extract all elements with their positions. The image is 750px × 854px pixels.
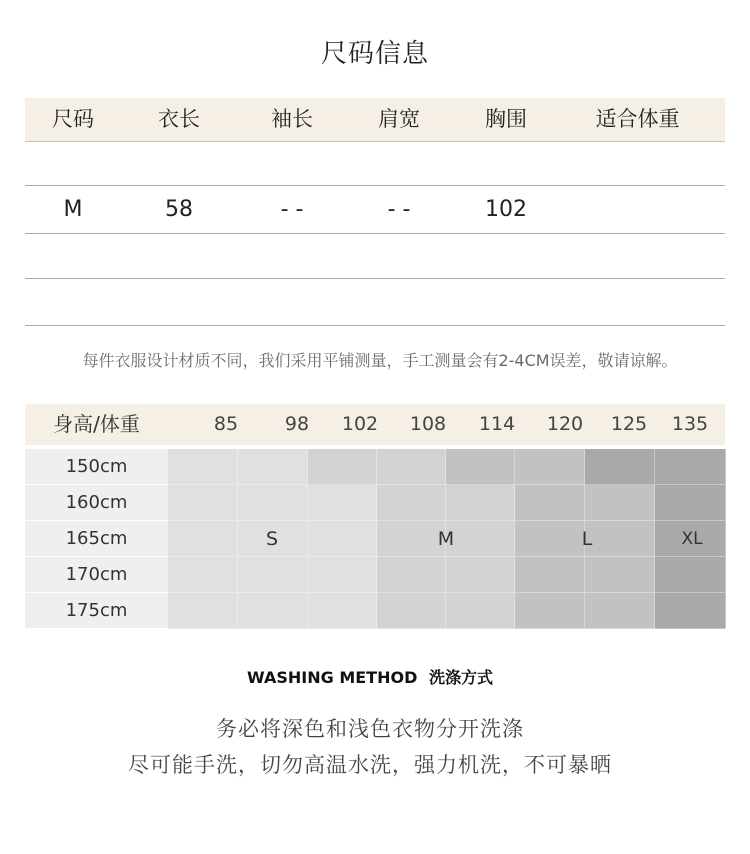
size-zone-cell [238,485,308,521]
size-table-header [25,98,725,142]
height-label: 160cm [65,492,128,513]
header-sleeve: 袖长 [271,107,313,131]
weight-label: 98 [284,413,310,435]
size-zone-cell [655,485,726,521]
size-zone-cell [585,557,655,593]
size-zone-cell [168,557,238,593]
size-zone-cell [377,485,446,521]
size-label-xl: XL [681,529,703,549]
height-label: 165cm [65,528,128,549]
size-zone-cell [168,521,238,557]
size-label-m: M [437,528,455,550]
height-label: 175cm [65,600,128,621]
table-row [25,186,725,233]
size-zone-cell [446,449,515,485]
height-label: 170cm [65,564,128,585]
height-weight-header [25,404,725,445]
cell-shoulder: - - [387,197,411,222]
corner-label: 身高/体重 [53,412,140,436]
row-divider [25,233,725,234]
size-zone-cell [377,557,446,593]
cell-chest: 102 [485,197,527,222]
size-zone-cell [377,449,446,485]
size-zone-cell [308,449,377,485]
size-zone-cell [515,449,585,485]
washing-line-2: 尽可能手洗，切勿高温水洗，强力机洗，不可暴晒 [128,753,612,777]
size-zone-cell [308,557,377,593]
size-zone-cell [446,557,515,593]
washing-title [0,665,740,688]
size-zone-cell [655,449,726,485]
weight-label: 108 [409,413,447,435]
row-divider [25,278,725,279]
washing-title-en: WASHING METHOD [247,668,418,687]
size-zone-cell [585,593,655,629]
size-zone-cell [308,485,377,521]
header-size: 尺码 [52,107,94,131]
cell-length: 58 [165,197,193,222]
cell-weight [570,186,705,233]
size-zone-cell [515,557,585,593]
size-zone-cell [655,593,726,629]
size-zone-cell [655,557,726,593]
cell-size: M [63,197,83,222]
size-zone-cell [515,593,585,629]
size-label-l: L [581,528,593,550]
size-zone-cell [168,593,238,629]
size-zone-cell [308,521,377,557]
size-zone-cell [308,593,377,629]
weight-label: 120 [546,413,584,435]
header-weight: 适合体重 [595,107,680,131]
cell-sleeve: - - [280,197,304,222]
header-length: 衣长 [158,107,200,131]
header-shoulder: 肩宽 [378,107,420,131]
washing-line-1: 务必将深色和浅色衣物分开洗涤 [216,717,524,741]
size-zone-cell [446,485,515,521]
size-zone-cell [377,593,446,629]
size-label-s: S [265,528,279,550]
size-zone-cell [585,485,655,521]
measurement-note: 每件衣服设计材质不同，我们采用平铺测量，手工测量会有2-4CM误差，敬请谅解。 [82,351,678,370]
weight-label: 85 [213,413,239,435]
size-chart-grid [25,449,726,629]
size-zone-cell [238,557,308,593]
weight-label: 125 [610,413,648,435]
size-zone-cell [585,449,655,485]
size-zone-cell [515,485,585,521]
header-chest: 胸围 [485,107,527,131]
size-zone-cell [168,485,238,521]
height-label: 150cm [65,456,128,477]
size-zone-cell [446,593,515,629]
size-zone-cell [238,593,308,629]
size-zone-cell [238,449,308,485]
row-divider [25,325,725,326]
washing-title-cn: 洗涤方式 [428,668,493,687]
size-info-title: 尺码信息 [320,39,429,69]
size-zone-cell [168,449,238,485]
weight-label: 102 [341,413,379,435]
weight-label: 114 [478,413,516,435]
weight-label: 135 [671,413,709,435]
